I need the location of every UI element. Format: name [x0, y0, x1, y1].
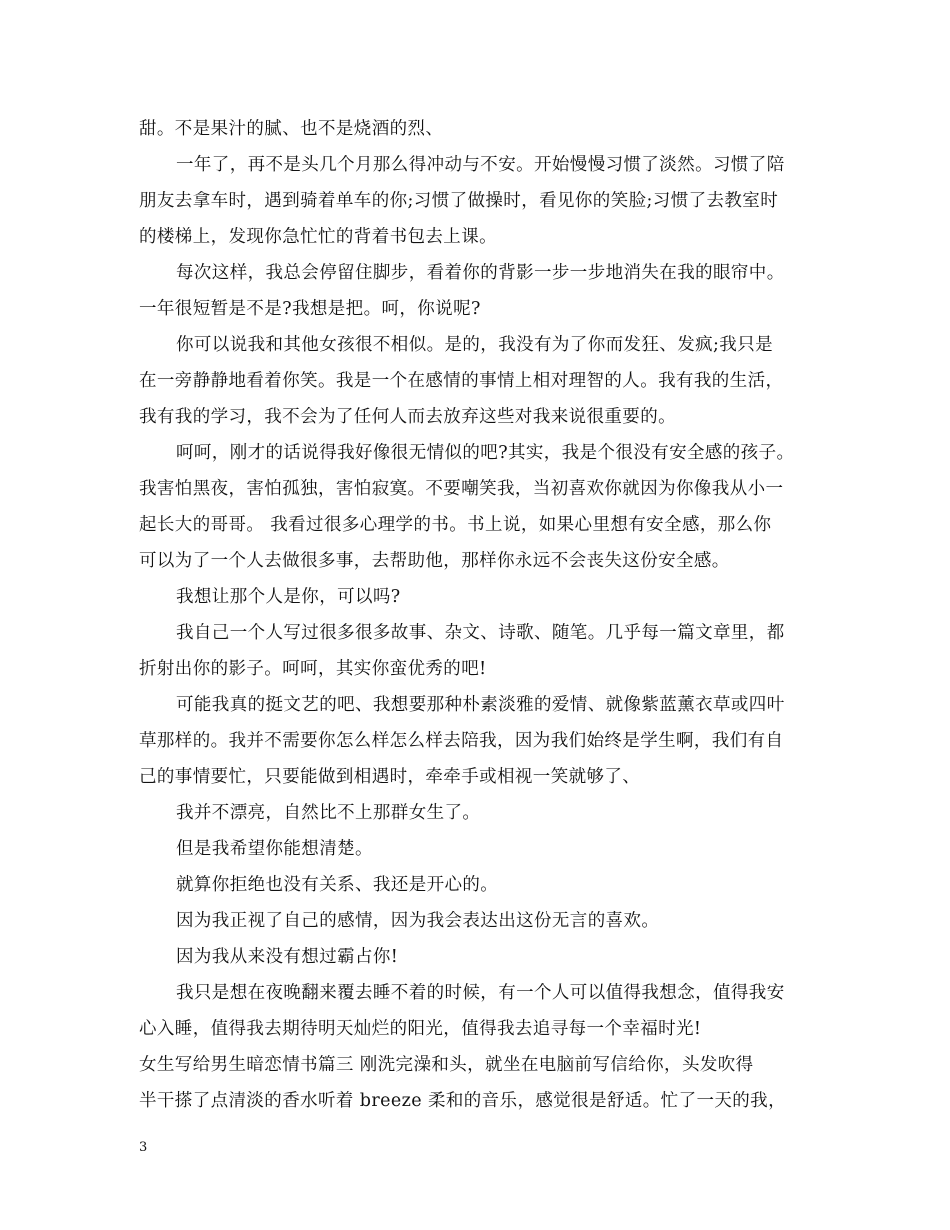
text-line: 朋友去拿车时，遇到骑着单车的你;习惯了做操时，看见你的笑脸;习惯了去教室时: [139, 191, 779, 211]
text-line: 我害怕黑夜，害怕孤独，害怕寂寞。不要嘲笑我，当初喜欢你就因为你像我从小一: [139, 479, 784, 499]
text-line: 心入睡，值得我去期待明天灿烂的阳光，值得我去追寻每一个幸福时光!: [139, 1019, 702, 1039]
page-number: 3: [139, 1140, 148, 1155]
text-line: 起长大的哥哥。 我看过很多心理学的书。书上说，如果心里想有安全感，那么你: [139, 515, 772, 535]
text-line: 呵呵，刚才的话说得我好像很无情似的吧?其实，我是个很没有安全感的孩子。: [176, 443, 795, 463]
text-line: 我有我的学习，我不会为了任何人而去放弃这些对我来说很重要的。: [139, 407, 676, 427]
text-line: 一年很短暂是不是?我想是把。呵，你说呢?: [139, 299, 481, 319]
text-line: 每次这样，我总会停留住脚步，看着你的背影一步一步地消失在我的眼帘中。: [176, 263, 785, 283]
text-line: 但是我希望你能想清楚。: [176, 839, 373, 859]
text-line: 甜。不是果汁的腻、也不是烧酒的烈、: [139, 119, 444, 139]
text-line: 草那样的。我并不需要你怎么样怎么样去陪我，因为我们始终是学生啊，我们有自: [139, 731, 784, 751]
text-line: 可能我真的挺文艺的吧、我想要那种朴素淡雅的爱情、就像紫蓝薰衣草或四叶: [176, 695, 785, 715]
text-line: 我并不漂亮，自然比不上那群女生了。: [176, 803, 481, 823]
text-line: 我自己一个人写过很多很多故事、杂文、诗歌、随笔。几乎每一篇文章里，都: [176, 623, 785, 643]
text-line: 的楼梯上，发现你急忙忙的背着书包去上课。: [139, 227, 497, 247]
text-line: 一年了，再不是头几个月那么得冲动与不安。开始慢慢习惯了淡然。习惯了陪: [176, 155, 785, 175]
section-heading-line: 女生写给男生暗恋情书篇三 刚洗完澡和头，就坐在电脑前写信给你，头发吹得: [139, 1055, 754, 1075]
text-line: 就算你拒绝也没有关系、我还是开心的。: [176, 875, 499, 895]
text-line: 可以为了一个人去做很多事，去帮助他，那样你永远不会丧失这份安全感。: [139, 551, 730, 571]
text-line: 因为我正视了自己的感情，因为我会表达出这份无言的喜欢。: [176, 911, 660, 931]
text-line: 我想让那个人是你，可以吗?: [176, 587, 401, 607]
text-line: 半干搽了点清淡的香水听着 breeze 柔和的音乐，感觉很是舒适。忙了一天的我，: [139, 1091, 786, 1111]
text-line: 我只是想在夜晚翻来覆去睡不着的时候，有一个人可以值得我想念，值得我安: [176, 983, 785, 1003]
text-line: 在一旁静静地看着你笑。我是一个在感情的事情上相对理智的人。我有我的生活，: [139, 371, 784, 391]
text-line: 你可以说我和其他女孩很不相似。是的，我没有为了你而发狂、发疯;我只是: [176, 335, 773, 355]
text-line: 己的事情要忙，只要能做到相遇时，牵牵手或相视一笑就够了、: [139, 767, 641, 787]
text-line: 因为我从来没有想过霸占你!: [176, 947, 399, 967]
text-line: 折射出你的影子。呵呵，其实你蛮优秀的吧!: [139, 659, 487, 679]
